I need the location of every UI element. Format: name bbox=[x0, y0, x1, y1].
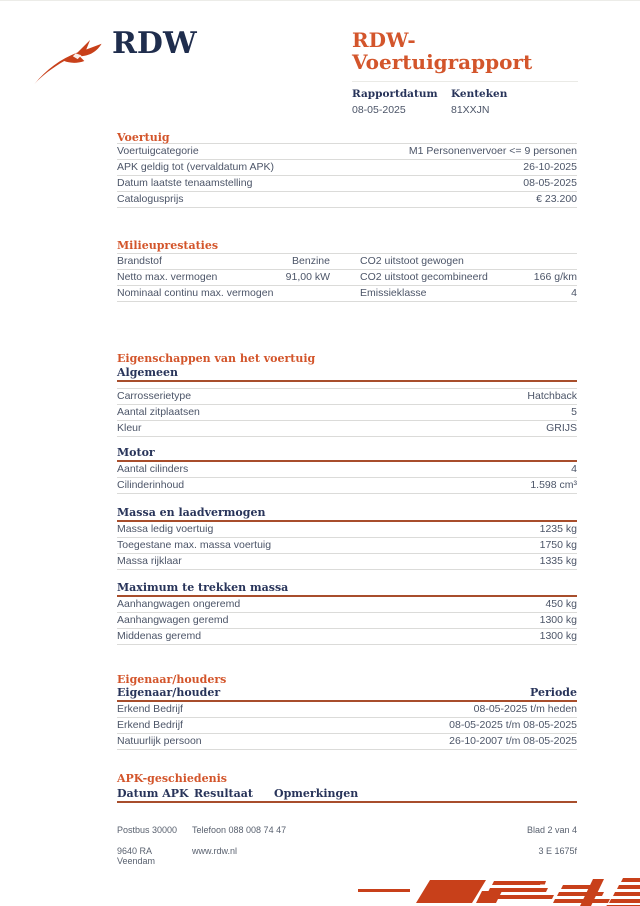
footer-phone: Telefoon 088 008 74 47 bbox=[192, 825, 287, 835]
column-header-opmerkingen: Opmerkingen bbox=[274, 787, 359, 800]
rdw-logo-text: RDW bbox=[112, 26, 197, 61]
column-header-periode: Periode bbox=[530, 686, 577, 699]
table-row bbox=[117, 522, 577, 538]
table-row bbox=[117, 286, 577, 302]
row-value: 5 bbox=[571, 406, 577, 418]
row-label: Nominaal continu max. vermogen bbox=[117, 287, 274, 299]
footer-doc-code: 3 E 1675f bbox=[538, 846, 577, 856]
section-heading-eigenaar: Eigenaar/houders bbox=[117, 673, 227, 686]
subsection-heading-algemeen: Algemeen bbox=[117, 367, 577, 382]
row-value: 1300 kg bbox=[539, 630, 577, 642]
row-value: 08-05-2025 t/m 08-05-2025 bbox=[449, 719, 577, 731]
rdw-wing-icon bbox=[33, 39, 105, 85]
report-date-label: Rapportdatum bbox=[352, 88, 438, 100]
row-label: Aantal cilinders bbox=[117, 463, 189, 475]
report-date-field bbox=[352, 88, 451, 116]
table-row bbox=[117, 462, 577, 478]
row-label: Aantal zitplaatsen bbox=[117, 406, 200, 418]
section-eigenaar bbox=[117, 674, 577, 750]
algemeen-table bbox=[117, 388, 577, 437]
row-value: 91,00 kW bbox=[285, 271, 330, 283]
row-label: Massa ledig voertuig bbox=[117, 523, 214, 535]
row-value: 4 bbox=[571, 287, 577, 299]
row-value: GRIJS bbox=[546, 422, 577, 434]
license-plate-label: Kenteken bbox=[451, 88, 508, 100]
row-value: 4 bbox=[571, 463, 577, 475]
row-label: APK geldig tot (vervaldatum APK) bbox=[117, 161, 274, 173]
row-value: 26-10-2025 bbox=[523, 161, 577, 173]
row-label: Aanhangwagen ongeremd bbox=[117, 598, 241, 610]
section-heading-milieuprestaties: Milieuprestaties bbox=[117, 239, 219, 252]
table-row bbox=[117, 160, 577, 176]
table-row bbox=[117, 554, 577, 570]
subsection-heading-trekken-massa: Maximum te trekken massa bbox=[117, 582, 577, 597]
column-header-resultaat: Resultaat bbox=[194, 787, 253, 800]
row-label: Emissieklasse bbox=[360, 287, 427, 299]
section-heading-eigenschappen: Eigenschappen van het voertuig bbox=[117, 352, 316, 365]
footer-address-line2: 9640 RA Veendam bbox=[117, 846, 156, 866]
row-value: 1335 kg bbox=[539, 555, 577, 567]
table-row bbox=[117, 613, 577, 629]
report-header bbox=[352, 29, 578, 116]
voertuig-table bbox=[117, 143, 577, 208]
rdw-logo bbox=[33, 26, 197, 85]
table-row bbox=[117, 629, 577, 645]
table-row bbox=[117, 597, 577, 613]
apk-table-header bbox=[117, 788, 577, 803]
row-value: Hatchback bbox=[527, 390, 577, 402]
subsection-heading-massa: Massa en laadvermogen bbox=[117, 507, 577, 522]
table-row bbox=[117, 702, 577, 718]
row-label: Netto max. vermogen bbox=[117, 271, 218, 283]
page-footer bbox=[117, 825, 577, 877]
section-voertuig bbox=[117, 132, 577, 208]
section-heading-apk: APK-geschiedenis bbox=[117, 772, 227, 785]
row-value: 08-05-2025 bbox=[523, 177, 577, 189]
row-value: 1750 kg bbox=[539, 539, 577, 551]
massa-table bbox=[117, 522, 577, 570]
footer-address-line1: Postbus 30000 bbox=[117, 825, 178, 835]
trekken-massa-table bbox=[117, 597, 577, 645]
motor-table bbox=[117, 462, 577, 494]
footer-row bbox=[117, 846, 577, 866]
report-body bbox=[117, 125, 577, 803]
row-label: Carrosserietype bbox=[117, 390, 192, 402]
row-value: 26-10-2007 t/m 08-05-2025 bbox=[449, 735, 577, 747]
table-row bbox=[117, 478, 577, 494]
license-plate-field bbox=[451, 88, 507, 116]
row-value: 1.598 cm³ bbox=[530, 479, 577, 491]
table-row bbox=[117, 192, 577, 208]
row-value: € 23.200 bbox=[536, 193, 577, 205]
row-label: Toegestane max. massa voertuig bbox=[117, 539, 272, 551]
section-apk-geschiedenis bbox=[117, 773, 577, 803]
section-eigenschappen bbox=[117, 353, 577, 645]
row-label: Middenas geremd bbox=[117, 630, 202, 642]
row-label: CO2 uitstoot gecombineerd bbox=[360, 271, 488, 283]
subsection-heading-motor: Motor bbox=[117, 447, 577, 462]
row-label: Voertuigcategorie bbox=[117, 145, 199, 157]
table-row bbox=[117, 421, 577, 437]
table-row bbox=[117, 176, 577, 192]
report-meta bbox=[352, 81, 578, 116]
table-row bbox=[117, 389, 577, 405]
row-value: 1235 kg bbox=[539, 523, 577, 535]
row-label: Brandstof bbox=[117, 255, 162, 267]
row-label: Massa rijklaar bbox=[117, 555, 182, 567]
row-label: CO2 uitstoot gewogen bbox=[360, 255, 464, 267]
row-label: Catalogusprijs bbox=[117, 193, 184, 205]
table-row bbox=[117, 734, 577, 750]
rdw-speed-lines-graphic bbox=[358, 874, 640, 906]
column-header-datum-apk: Datum APK bbox=[117, 787, 189, 800]
row-label: Kleur bbox=[117, 422, 142, 434]
column-header-eigenaar: Eigenaar/houder bbox=[117, 686, 221, 699]
row-label: Erkend Bedrijf bbox=[117, 703, 183, 715]
license-plate-value: 81XXJN bbox=[451, 104, 490, 116]
row-label: Datum laatste tenaamstelling bbox=[117, 177, 253, 189]
table-row bbox=[117, 144, 577, 160]
milieu-table bbox=[117, 253, 577, 302]
eigenaar-table-header bbox=[117, 687, 577, 702]
table-row bbox=[117, 538, 577, 554]
table-row bbox=[117, 718, 577, 734]
footer-website-link[interactable]: www.rdw.nl bbox=[192, 846, 238, 856]
footer-page-indicator: Blad 2 van 4 bbox=[526, 825, 577, 835]
table-row bbox=[117, 254, 577, 270]
row-value: 08-05-2025 t/m heden bbox=[473, 703, 577, 715]
report-date-value: 08-05-2025 bbox=[352, 104, 406, 116]
row-label: Natuurlijk persoon bbox=[117, 735, 202, 747]
row-label: Aanhangwagen geremd bbox=[117, 614, 229, 626]
section-milieuprestaties bbox=[117, 240, 577, 302]
row-value: 450 kg bbox=[545, 598, 577, 610]
section-heading-voertuig: Voertuig bbox=[117, 131, 170, 144]
table-row bbox=[117, 270, 577, 286]
report-title: RDW-Voertuigrapport bbox=[352, 28, 533, 74]
eigenaar-table bbox=[117, 702, 577, 750]
row-value: 1300 kg bbox=[539, 614, 577, 626]
footer-row bbox=[117, 825, 577, 835]
row-label: Erkend Bedrijf bbox=[117, 719, 183, 731]
row-value: 166 g/km bbox=[533, 271, 577, 283]
row-label: Cilinderinhoud bbox=[117, 479, 185, 491]
row-value: Benzine bbox=[292, 255, 330, 267]
row-value: M1 Personenvervoer <= 9 personen bbox=[408, 145, 577, 157]
table-row bbox=[117, 405, 577, 421]
